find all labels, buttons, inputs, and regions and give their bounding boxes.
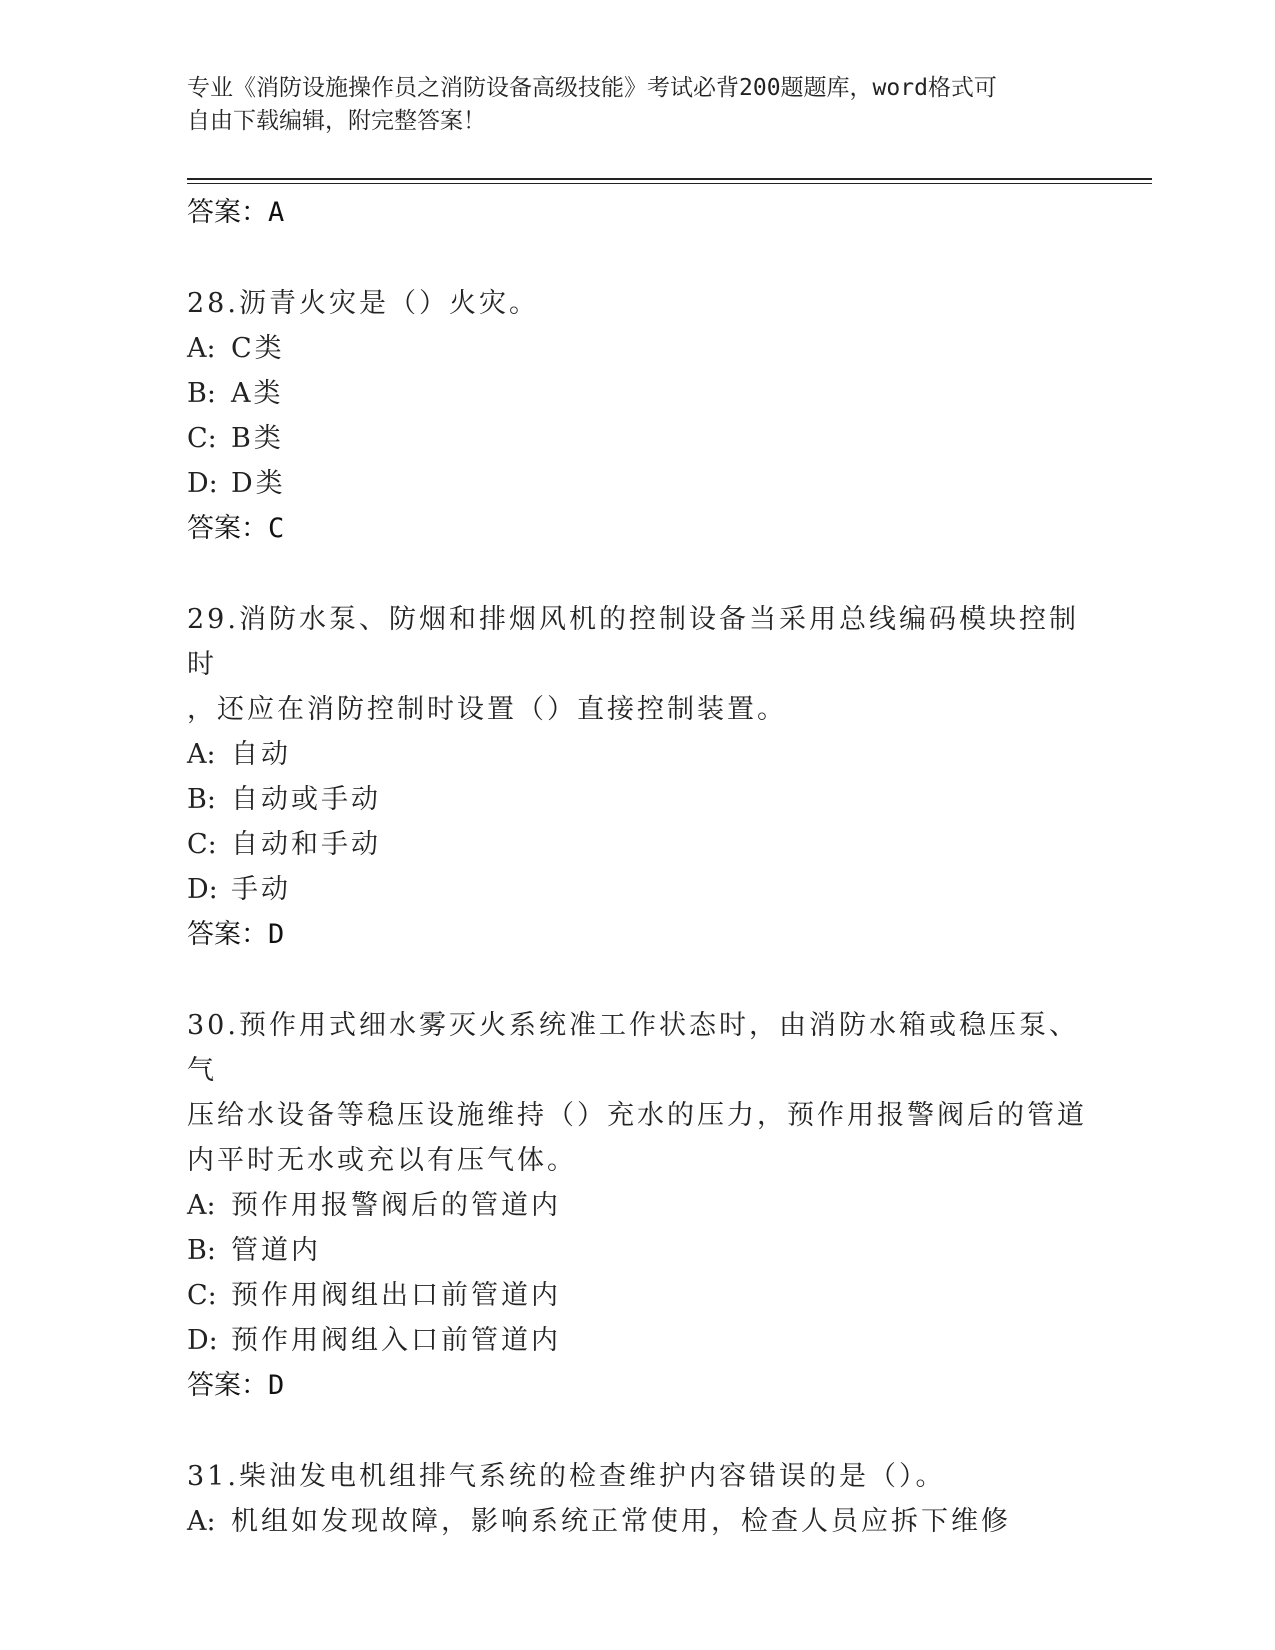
header-line-1: 专业《消防设施操作员之消防设备高级技能》考试必背200题题库，word格式可 [187,75,997,101]
option-c [187,416,1087,461]
option-text: 自动和手动 [231,829,381,860]
option-text: 手动 [231,874,291,905]
option-b [187,777,1087,822]
question-text-line-2: 压给水设备等稳压设施维持（）充水的压力，预作用报警阀后的管道 [187,1100,1087,1131]
question-text-line-2: ，还应在消防控制时设置（）直接控制装置。 [187,694,787,725]
option-a [187,326,1087,371]
option-text: C类 [231,333,285,364]
option-text: D类 [231,468,286,499]
document-header [187,72,1087,138]
option-key: D: [187,874,218,905]
question-28 [187,281,1087,551]
option-key: A: [187,1190,216,1221]
option-a [187,732,1087,777]
option-a [187,1183,1087,1228]
option-text: 机组如发现故障，影响系统正常使用，检查人员应拆下维修 [231,1506,1011,1537]
option-c [187,822,1087,867]
question-text: 28.沥青火灾是（）火灾。 [187,288,539,319]
option-key: C: [187,829,217,860]
option-c [187,1273,1087,1318]
question-text-line-1: 30.预作用式细水雾灭火系统准工作状态时，由消防水箱或稳压泵、气 [187,1010,1079,1086]
answer: 答案：C [187,513,285,544]
option-text: B类 [231,423,284,454]
question-30 [187,1003,1087,1408]
option-text: 自动或手动 [231,784,381,815]
option-b [187,371,1087,416]
question-text: 31.柴油发电机组排气系统的检查维护内容错误的是（）。 [187,1461,946,1492]
option-d [187,1318,1087,1363]
option-key: C: [187,423,217,454]
option-a [187,1499,1087,1544]
header-divider-thin [187,183,1152,184]
option-key: C: [187,1280,217,1311]
option-text: 预作用阀组出口前管道内 [231,1280,561,1311]
option-key: A: [187,739,216,770]
option-d [187,867,1087,912]
option-text: 自动 [231,739,291,770]
option-text: 预作用报警阀后的管道内 [231,1190,561,1221]
question-29 [187,597,1087,957]
question-text-line-3: 内平时无水或充以有压气体。 [187,1145,577,1176]
option-text: A类 [231,378,284,409]
option-key: B: [187,784,216,815]
header-divider-thick [187,178,1152,180]
option-key: B: [187,378,216,409]
header-line-2: 自由下载编辑，附完整答案！ [187,108,486,134]
question-text-line-1: 29.消防水泵、防烟和排烟风机的控制设备当采用总线编码模块控制时 [187,604,1079,680]
option-text: 预作用阀组入口前管道内 [231,1325,561,1356]
option-text: 管道内 [231,1235,321,1266]
option-key: B: [187,1235,216,1266]
answer: 答案：D [187,1370,285,1401]
question-list [187,190,1087,1544]
option-b [187,1228,1087,1273]
option-key: A: [187,333,216,364]
question-31 [187,1454,1087,1544]
option-key: D: [187,468,218,499]
previous-answer: 答案：A [187,197,285,228]
option-d [187,461,1087,506]
option-key: D: [187,1325,218,1356]
option-key: A: [187,1506,216,1537]
answer: 答案：D [187,919,285,950]
